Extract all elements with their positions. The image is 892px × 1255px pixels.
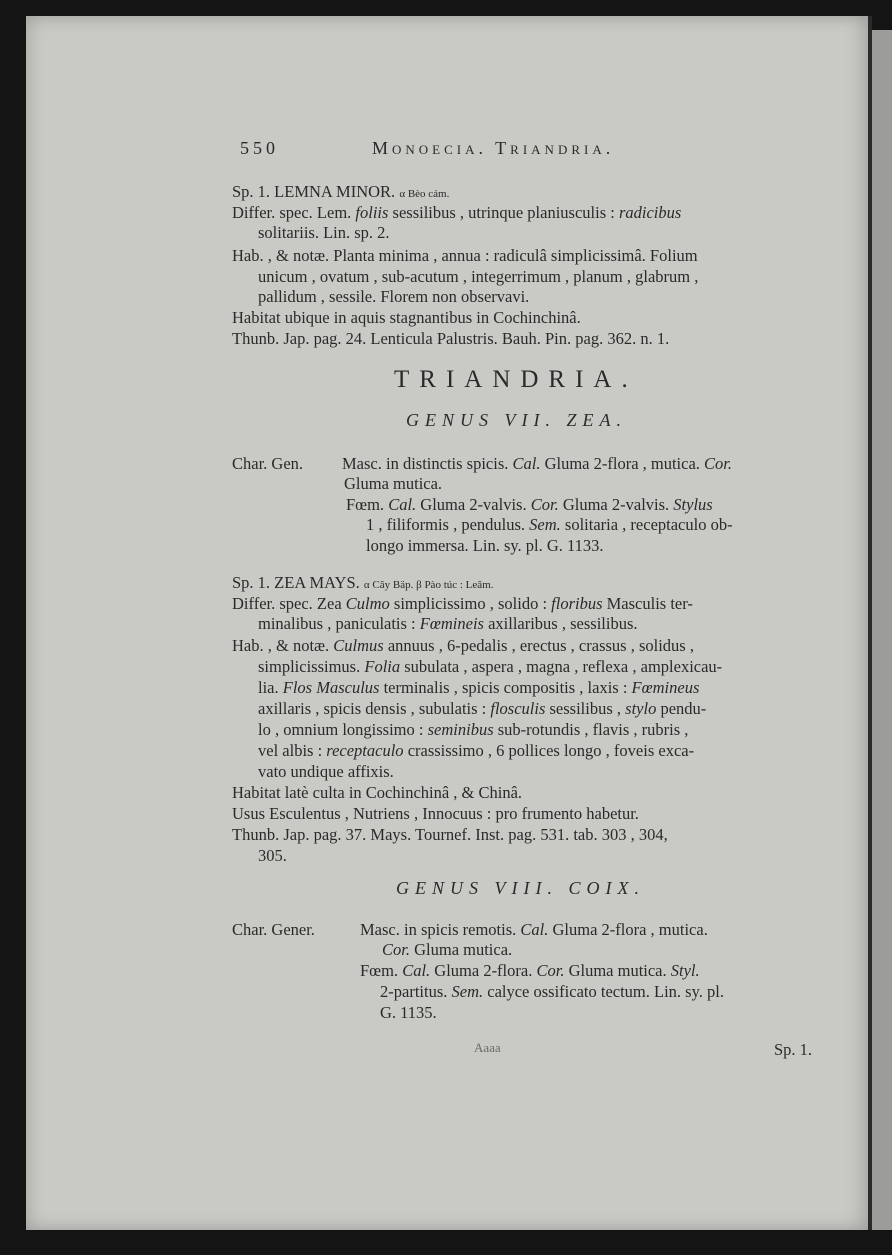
genus-viii-foem [360,961,700,980]
italic-run: Sem. [529,515,561,534]
zea-hab-line [258,678,699,697]
text-run: Gluma 2-flora. [430,961,537,980]
text-run: calyce ossificato tectum. Lin. sy. pl. [483,982,724,1001]
italic-run: Cor. [382,940,410,959]
text-run: sessilibus , utrinque planiusculis : [388,203,619,222]
text-run: simplicissimus. [258,657,365,676]
zea-hab-line [258,741,694,760]
genus-vii-char-label: Char. Gen. [232,454,304,473]
italic-run: Cal. [520,920,549,939]
genus-viii-title: GENUS VIII. COIX. [396,878,645,898]
text-run: Masculis ter- [602,594,693,613]
text-run: Masc. in spicis remotis. [360,920,521,939]
running-title: Monoecia. Triandria. [372,138,615,158]
zea-species-line [232,573,493,595]
genus-viii-foem-cont [380,982,724,1001]
text-run: axillaribus , sessilibus. [483,614,638,633]
text-run: Differ. spec. Lem. [232,203,356,222]
text-run: solitaria , receptaculo ob- [560,515,733,534]
italic-run: seminibus [427,720,494,739]
local-name: α Bèo cám. [399,188,450,200]
zea-differ-line [232,594,693,613]
italic-run: Fœmineis [419,614,484,633]
lemna-hab-line: Hab. , & notæ. Planta minima , annua : radiculâ simplicissimâ. Folium [232,246,698,265]
text-run: Gluma mutica. [564,961,671,980]
catchword: Sp. 1. [774,1040,813,1059]
italic-run: floribus [551,594,603,613]
text-run: Masc. in distinctis spicis. [342,454,513,473]
italic-run: Cor. [530,495,559,514]
text-run: sub-rotundis , flavis , rubris , [493,720,689,739]
text-run: sessilibus , [545,699,626,718]
genus-viii-foem-cont: G. 1135. [380,1003,437,1022]
signature-mark: Aaaa [474,1040,501,1055]
italic-run: Culmus [333,636,384,655]
section-title: TRIANDRIA. [394,366,638,393]
text-run: Gluma 2-valvis. [416,495,531,514]
zea-differ-line [258,614,638,633]
genus-vii-title: GENUS VII. ZEA. [406,410,627,430]
genus-vii-foem-cont: longo immersa. Lin. sy. pl. G. 1133. [366,536,604,555]
text-run: pendu- [656,699,707,718]
zea-hab-line [232,636,694,655]
zea-habitat: Habitat latè culta in Cochinchinâ , & Chinâ. [232,783,523,802]
italic-run: Cal. [388,495,417,514]
genus-viii-char-label: Char. Gener. [232,920,315,939]
lemna-differ-cont: solitariis. Lin. sp. 2. [258,223,390,242]
zea-thunb-cont: 305. [258,846,287,865]
italic-run: Fœmineus [631,678,700,697]
book-page [26,16,868,1230]
zea-thunb: Thunb. Jap. pag. 37. Mays. Tournef. Inst. pag. 531. tab. 303 , 304, [232,825,668,844]
text-run: 2-partitus. [380,982,452,1001]
text-run: annuus , 6-pedalis , erectus , crassus , solidus , [383,636,694,655]
italic-run: foliis [355,203,389,222]
lemna-hab-line: pallidum , sessile. Florem non observavi. [258,287,530,306]
italic-run: Cal. [402,961,431,980]
text-run: Gluma mutica. [409,940,513,959]
genus-vii-foem [346,495,713,514]
text-run: 1 , filiformis , pendulus. [366,515,530,534]
text-run: axillaris , spicis densis , subulatis : [258,699,491,718]
text-run: Gluma 2-flora , mutica. [540,454,705,473]
text-run: Gluma 2-valvis. [558,495,674,514]
local-name: α Cây Bäp. β Pào túc : Leâm. [363,579,494,591]
italic-run: Cor. [536,961,565,980]
text-run: Fœm. [360,961,403,980]
italic-run: receptaculo [326,741,404,760]
italic-run: Folia [364,657,401,676]
text-run: terminalis , spicis compositis , laxis : [379,678,632,697]
text-run: Hab. , & notæ. [232,636,334,655]
italic-run: Sem. [451,982,484,1001]
italic-run: flosculis [490,699,546,718]
zea-usus: Usus Esculentus , Nutriens , Innocuus : pro frumento habetur. [232,804,639,823]
italic-run: stylo [625,699,657,718]
italic-run: Stylus [673,495,713,514]
lemna-thunb: Thunb. Jap. pag. 24. Lenticula Palustris. Bauh. Pin. pag. 362. n. 1. [232,329,670,348]
italic-run: Styl. [670,961,700,980]
text-run: simplicissimo , solido : [389,594,552,613]
genus-vii-masc [342,454,732,473]
italic-run: Cal. [512,454,541,473]
lemna-hab-line: unicum , ovatum , sub-acutum , integerrimum , planum , glabrum , [258,267,699,286]
italic-run: Cor. [704,454,733,473]
genus-vii-masc-cont: Gluma mutica. [344,474,443,493]
lemna-differ-line [232,203,681,222]
genus-viii-masc [360,920,708,939]
italic-run: Flos Masculus [282,678,380,697]
text-run: Gluma 2-flora , mutica. [548,920,708,939]
genus-viii-masc-cont [382,940,512,959]
text-run: subulata , aspera , magna , reflexa , amplexicau- [400,657,723,676]
lemna-habitat: Habitat ubique in aquis stagnantibus in Cochinchinâ. [232,308,581,327]
zea-hab-line [258,699,706,718]
italic-run: radicibus [618,203,682,222]
zea-hab-line: vato undique affixis. [258,762,394,781]
italic-run: Culmo [345,594,390,613]
facing-page-edge [872,30,892,1230]
zea-hab-line [258,657,722,676]
lemna-species-line [232,182,449,204]
text-run: lia. [258,678,283,697]
text-run: minalibus , paniculatis : [258,614,420,633]
text-run: vel albis : [258,741,327,760]
zea-hab-line [258,720,688,739]
text-run: crassissimo , 6 pollices longo , foveis exca- [403,741,695,760]
genus-vii-foem-cont [366,515,733,534]
species-label: Sp. 1. LEMNA MINOR. [232,182,396,201]
text-run: Fœm. [346,495,389,514]
page-number: 550 [240,138,279,158]
text-run: lo , omnium longissimo : [258,720,428,739]
text-run: Differ. spec. Zea [232,594,346,613]
species-label: Sp. 1. ZEA MAYS. [232,573,360,592]
